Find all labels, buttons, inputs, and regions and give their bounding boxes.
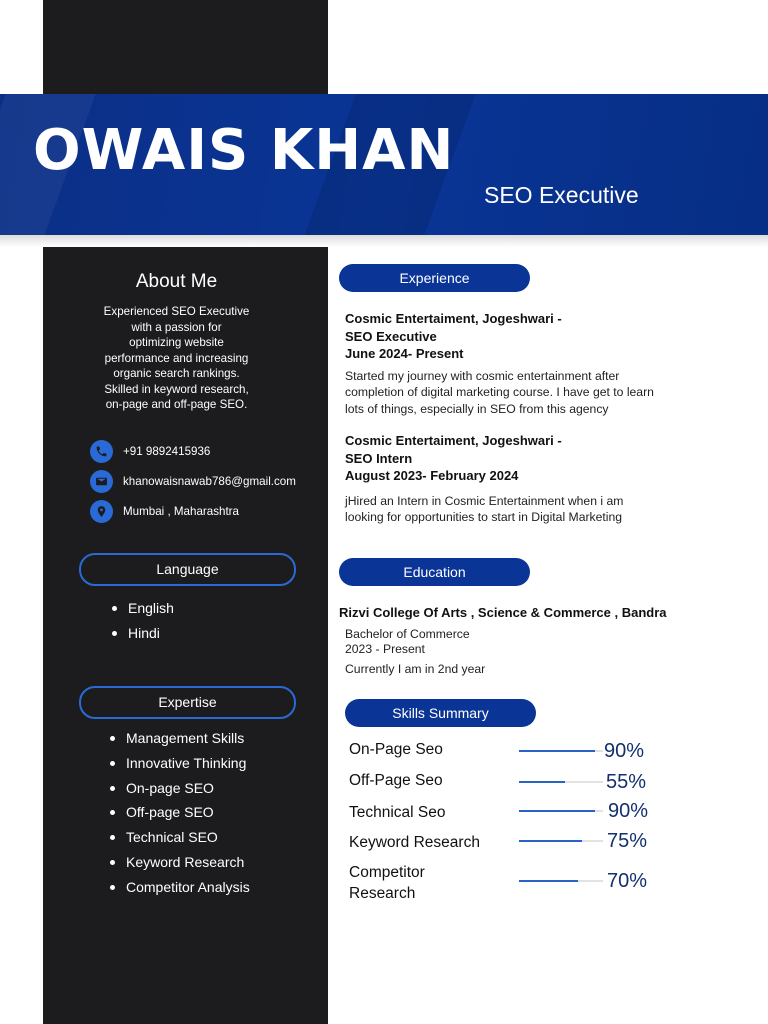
contact-phone[interactable] bbox=[90, 439, 330, 463]
job-dates: August 2023- February 2024 bbox=[345, 468, 519, 483]
skill-bar bbox=[519, 750, 603, 752]
contact-email[interactable] bbox=[90, 469, 330, 493]
skill-name: Keyword Research bbox=[349, 834, 480, 851]
skills-heading: Skills Summary bbox=[345, 699, 536, 727]
job-desc-line: jHired an Intern in Cosmic Entertainment when i am bbox=[345, 493, 624, 508]
skill-percent: 55% bbox=[606, 771, 647, 793]
list-item: Off-page SEO bbox=[108, 800, 250, 825]
job-desc-line: completion of digital marketing course. I have get to learn bbox=[345, 385, 654, 399]
job-entry bbox=[345, 432, 725, 526]
skill-name: On-Page Seo bbox=[349, 741, 443, 758]
skill-percent: 90% bbox=[604, 740, 645, 762]
skill-name: Off-Page Seo bbox=[349, 772, 443, 789]
skill-percent: 90% bbox=[608, 800, 649, 822]
job-title: SEO Intern bbox=[345, 450, 413, 466]
job-title: SEO Executive bbox=[345, 328, 437, 344]
list-item: Hindi bbox=[110, 621, 174, 646]
degree: Bachelor of Commerce bbox=[345, 627, 470, 641]
expertise-list bbox=[108, 726, 250, 900]
job-description bbox=[345, 493, 725, 526]
skill-bar bbox=[519, 781, 603, 783]
list-item: Management Skills bbox=[108, 726, 250, 751]
experience-heading: Experience bbox=[339, 264, 530, 292]
skill-bar-fill bbox=[519, 880, 578, 882]
location-text: Mumbai , Maharashtra bbox=[123, 504, 239, 518]
email-address: khanowaisnawab786@gmail.com bbox=[123, 474, 296, 488]
language-heading: Language bbox=[79, 553, 296, 586]
skill-bar-fill bbox=[519, 781, 565, 783]
about-line: Experienced SEO Executive bbox=[103, 305, 250, 318]
banner-shadow bbox=[0, 235, 768, 247]
skill-bar-fill bbox=[519, 750, 595, 752]
skill-name: Technical Seo bbox=[349, 804, 446, 821]
email-icon bbox=[90, 470, 113, 493]
about-text bbox=[80, 304, 273, 413]
skill-percent: 75% bbox=[607, 830, 648, 852]
about-line: organic search rankings. bbox=[113, 367, 240, 380]
skill-name: Competitor Research bbox=[349, 864, 425, 902]
job-company: Cosmic Entertaiment, Jogeshwari - bbox=[345, 433, 562, 448]
education-years: 2023 - Present bbox=[345, 642, 425, 656]
list-item: Competitor Analysis bbox=[108, 875, 250, 900]
job-desc-line: looking for opportunities to start in Digital Marketing bbox=[345, 510, 623, 524]
location-icon bbox=[90, 500, 113, 523]
job-description bbox=[345, 368, 725, 418]
phone-icon bbox=[90, 440, 113, 463]
about-line: Skilled in keyword research, bbox=[104, 382, 249, 396]
about-line: on-page and off-page SEO. bbox=[105, 398, 248, 411]
education-heading: Education bbox=[339, 558, 530, 586]
job-role: SEO Executive bbox=[484, 182, 639, 208]
expertise-heading: Expertise bbox=[79, 686, 296, 719]
about-line: performance and increasing bbox=[104, 351, 249, 365]
list-item: On-page SEO bbox=[108, 776, 250, 801]
skill-bar-fill bbox=[519, 840, 582, 842]
about-line: with a passion for bbox=[131, 320, 222, 334]
skill-bar bbox=[519, 840, 603, 842]
education-note: Currently I am in 2nd year bbox=[345, 662, 486, 676]
job-company: Cosmic Entertaiment, Jogeshwari - bbox=[345, 311, 562, 326]
skill-bar-fill bbox=[519, 810, 595, 812]
phone-number: +91 9892415936 bbox=[123, 444, 211, 458]
job-dates: June 2024- Present bbox=[345, 346, 464, 361]
job-entry bbox=[345, 310, 725, 417]
job-desc-line: lots of things, especially in SEO from this agency bbox=[345, 401, 609, 416]
list-item: Innovative Thinking bbox=[108, 751, 250, 776]
list-item: Keyword Research bbox=[108, 850, 250, 875]
list-item: English bbox=[110, 596, 174, 621]
language-list bbox=[110, 596, 174, 646]
list-item: Technical SEO bbox=[108, 825, 250, 850]
skill-bar bbox=[519, 880, 603, 882]
contact-location bbox=[90, 499, 330, 523]
about-line: optimizing website bbox=[129, 336, 224, 349]
skill-bar bbox=[519, 810, 603, 812]
about-heading: About Me bbox=[135, 271, 218, 292]
job-desc-line: Started my journey with cosmic entertainment after bbox=[345, 368, 620, 383]
person-name: OWAIS KHAN bbox=[33, 118, 455, 183]
school-name: Rizvi College Of Arts , Science & Commerce , Bandra bbox=[339, 605, 667, 620]
skill-percent: 70% bbox=[607, 870, 648, 892]
